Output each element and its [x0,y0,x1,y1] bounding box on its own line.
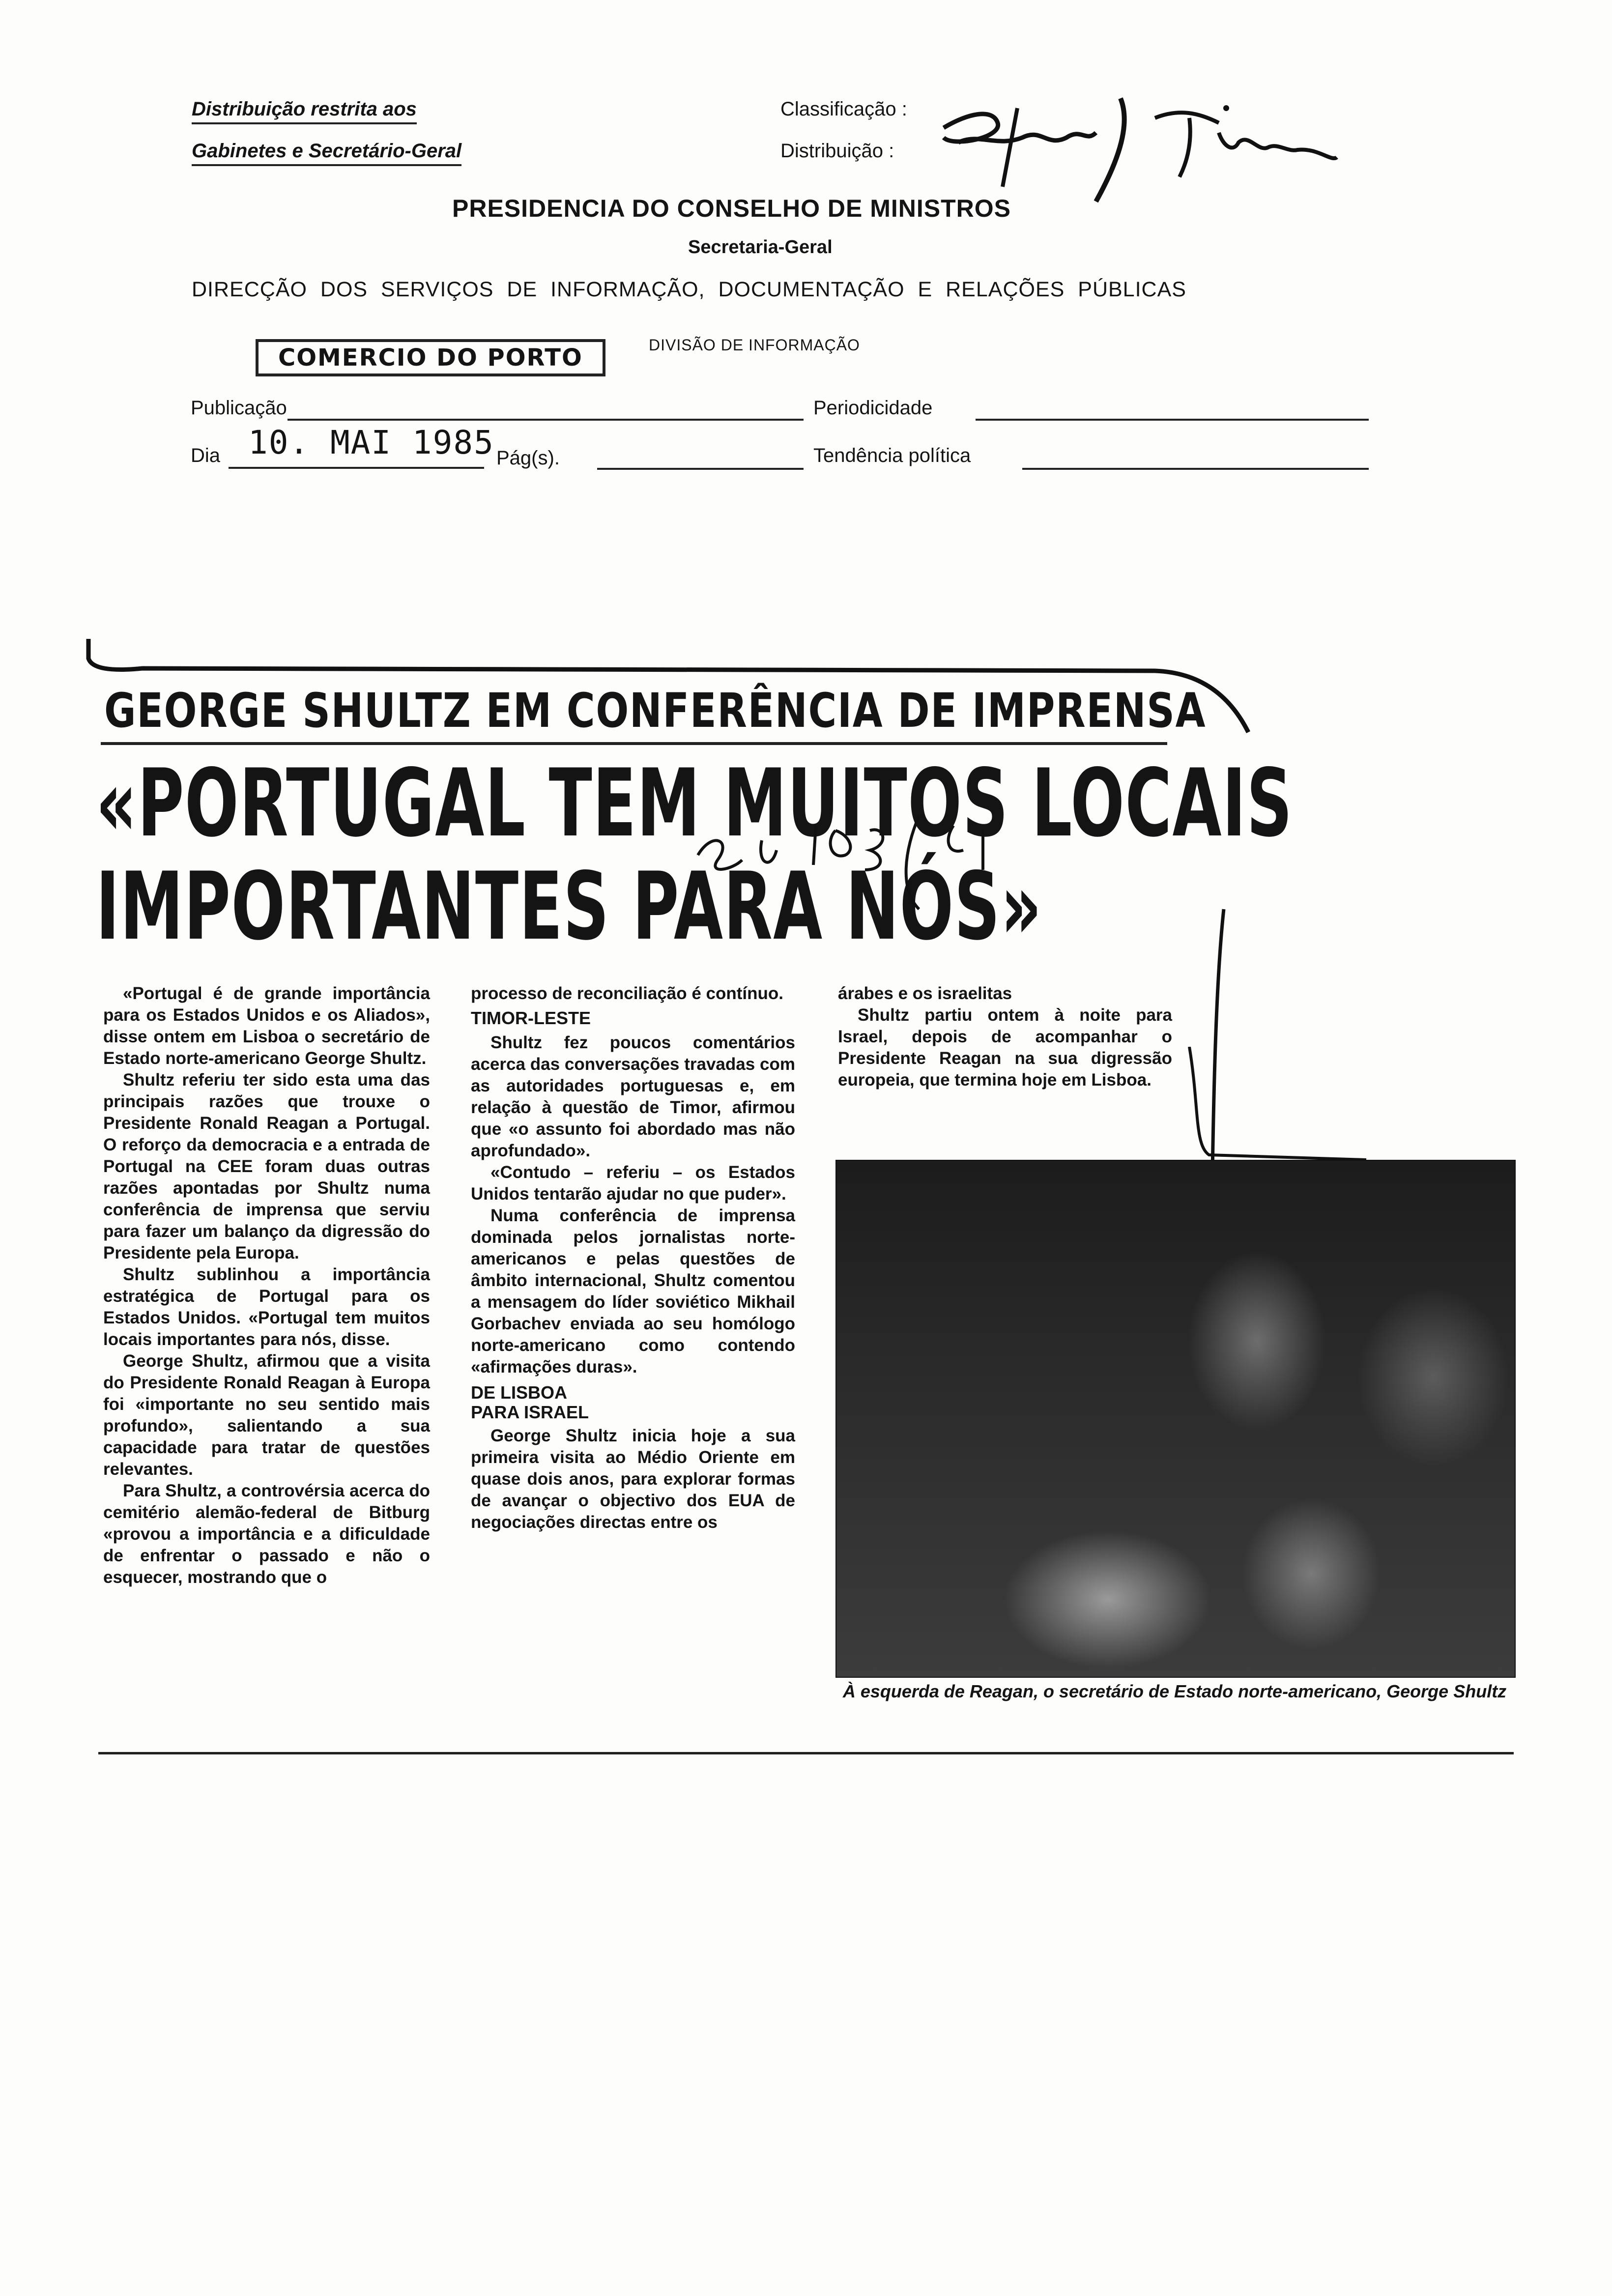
periodicidade-field-line [976,419,1369,421]
tendencia-field-line [1022,468,1369,470]
publication-stamp-box [256,339,605,376]
tendencia-label: Tendência política [813,445,971,466]
division-label: DIVISÃO DE INFORMAÇÃO [649,336,860,354]
article-column-3 [838,983,1172,1091]
publicacao-field-line [288,419,804,421]
article-photo [835,1160,1516,1678]
date-stamp: 10. MAI 1985 [248,424,494,461]
article-column-2 [471,983,795,1533]
column-2-paragraph: «Contudo – referiu – os Estados Unidos tentarão ajudar no que puder». [471,1163,795,1204]
article-kicker: GEORGE SHULTZ EM CONFERÊNCIA DE IMPRENSA [104,683,1207,738]
org-title: PRESIDENCIA DO CONSELHO DE MINISTROS [452,195,1011,222]
org-subtitle: Secretaria-Geral [688,237,833,258]
pags-label: Pág(s). [496,447,560,469]
column-3-paragraph: Shultz partiu ontem à noite para Israel, depois de acompanhar o Presidente Reagan na sua digressão europeia, que termina hoje em Lisboa. [838,1005,1172,1090]
classificacao-label: Classificação : [780,98,907,120]
periodicidade-label: Periodicidade [813,397,933,419]
column-2-paragraph: Shultz fez poucos comentários acerca das conversações travadas com as autoridades portuguesas e, em relação à questão de Timor, afirmou que «o assunto foi abordado mas não aprofundado». [471,1033,795,1160]
publication-stamp: COMERCIO DO PORTO [256,339,605,376]
handwritten-annotation-header [924,79,1391,206]
column-2-paragraph: George Shultz inicia hoje a sua primeira visita ao Médio Oriente em quase dois anos, para explorar formas de avançar o objectivo dos EUA de negociações directas entre os [471,1426,795,1532]
directorate-line: DIRECÇÃO DOS SERVIÇOS DE INFORMAÇÃO, DOCUMENTAÇÃO E RELAÇÕES PÚBLICAS [192,278,1186,301]
column-2-paragraph: Numa conferência de imprensa dominada pelos jornalistas norte-americanos e pelas questões de âmbito internacional, Shultz comentou a mensagem do líder soviético Mikhail Gorbachev enviada ao seu homólogo norte-americano como contendo «afirmações duras». [471,1206,795,1377]
column-3-intro: árabes e os israelitas [838,984,1012,1003]
subheading-timor-leste: TIMOR-LESTE [471,1008,591,1028]
clipping-column-3-outline [1180,1047,1376,1175]
article-column-1 [103,983,430,1588]
headline-line1: «PORTUGAL TEM MUITOS LOCAIS [96,749,1293,858]
restricted-distribution-line2: Gabinetes e Secretário-Geral [192,140,461,166]
pags-field-line [597,468,804,470]
dia-label: Dia [191,445,221,466]
restricted-distribution-line1: Distribuição restrita aos [192,98,417,124]
article-bottom-rule [98,1752,1514,1754]
subheading-lisboa-israel-line1: DE LISBOA [471,1382,568,1403]
column-1-paragraph: Shultz sublinhou a importância estratégica de Portugal para os Estados Unidos. «Portugal tem muitos locais importantes para nós, disse. [103,1265,430,1349]
column-1-paragraph: Shultz referiu ter sido esta uma das principais razões que trouxe o Presidente Ronald Reagan a Portugal. O reforço da democracia e a entrada de Portugal na CEE foram duas outras razões apontadas por Shultz numa conferência de imprensa que serviu para fazer um balanço da digressão do Presidente pela Europa. [103,1070,430,1263]
subheading-lisboa-israel-line2: PARA ISRAEL [471,1402,589,1422]
distribuicao-label: Distribuição : [780,140,894,162]
publicacao-label: Publicação [191,397,287,419]
photo-caption: À esquerda de Reagan, o secretário de Estado norte-americano, George Shultz [842,1681,1507,1701]
column-2-intro: processo de reconciliação é contínuo. [471,984,784,1003]
column-1-paragraph: Para Shultz, a controvérsia acerca do cemitério alemão-federal de Bitburg «provou a importância e a dificuldade de enfrentar o passado e não o esquecer, mostrando que o [103,1481,430,1587]
dia-field-line [229,467,484,469]
column-1-paragraph: George Shultz, afirmou que a visita do Presidente Ronald Reagan à Europa foi «importante no seu sentido mais profundo», salientando a sua capacidade para tratar de questões relevantes. [103,1351,430,1479]
subheading-lisboa-israel [471,1383,795,1422]
column-1-paragraph: «Portugal é de grande importância para os Estados Unidos e os Aliados», disse ontem em Lisboa o secretário de Estado norte-americano George Shultz. [103,984,430,1068]
kicker-rule [101,742,1167,745]
headline-line2: IMPORTANTES PARA NÓS» [96,852,1042,961]
handwritten-annotation-headline [688,811,1022,929]
